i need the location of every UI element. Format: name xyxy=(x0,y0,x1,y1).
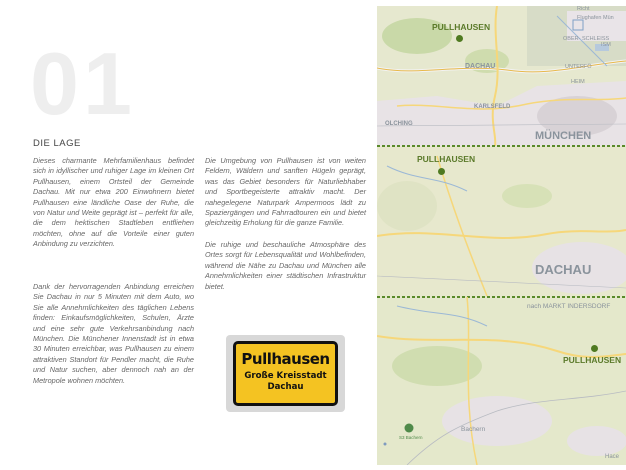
map-top-label-olching: OLCHING xyxy=(385,121,413,127)
section-heading: DIE LAGE xyxy=(33,138,81,149)
section-number: 01 xyxy=(30,34,136,133)
map-top-label-karlsfeld: KARLSFELD xyxy=(474,104,511,110)
map-middle-label-dachau: DACHAU xyxy=(535,262,592,277)
map-top-label-heim: HEIM xyxy=(571,79,585,85)
map-top-pin-label: PULLHAUSEN xyxy=(432,22,491,32)
paragraph-surroundings: Die Umgebung von Pullhausen ist von weiten Feldern, Wäldern und sanften Hügeln geprägt, was das Gebiet besonders für Naturliebhaber und Sportbegeisterte attraktiv macht. Der nahegelegene Naturpark Ampermoos lädt zu Spaziergängen und Fahrradtouren ein und bietet gleichzeitig Erholung für die ganze Familie. xyxy=(205,156,366,228)
map-background xyxy=(377,6,626,465)
map-top-label-unterfoehring: UNTERFÖ xyxy=(565,64,592,70)
town-sign-image xyxy=(226,335,345,412)
map-top-label-ism: ISM xyxy=(601,42,611,48)
map-bottom-pin-icon xyxy=(591,345,598,352)
map-middle-label-route: nach MARKT INDERSDORF xyxy=(527,303,611,310)
sign-district: Dachau xyxy=(267,382,304,392)
sign-subtitle: Große Kreisstadt xyxy=(244,371,327,381)
location-maps xyxy=(377,6,626,465)
map-top-pin-icon xyxy=(456,35,463,42)
town-sign-plate xyxy=(233,341,338,406)
sign-town-name: Pullhausen xyxy=(241,350,330,368)
map-bottom-label-hace: Hace xyxy=(605,454,620,460)
map-bottom-pin-label: PULLHAUSEN xyxy=(563,355,622,365)
map-middle-pin-label: PULLHAUSEN xyxy=(417,154,476,164)
map-middle-pin-icon xyxy=(438,168,445,175)
map-bottom-label-bachern: Bachern xyxy=(461,426,486,433)
paragraph-location-intro: Dieses charmante Mehrfamilienhaus befindet sich in idyllischer und ruhiger Lage im kleinen Ort Pullhausen, einem Ortsteil der Gemeinde Dachau. Mit nur etwa 200 Einwohnern bietet Pullhausen eine ländliche Oase der Ruhe, die von Natur und Weite geprägt ist – perfekt für alle, die dem hektischen Stadtleben entfliehen möchten, ohne auf die Vorteile einer guten Anbindung zu verzichten. xyxy=(33,156,194,249)
map-bottom-label-station: S3 Bachern xyxy=(399,435,423,440)
map-top-label-dachau: DACHAU xyxy=(465,63,496,70)
map-top-label-muenchen: MÜNCHEN xyxy=(535,130,592,142)
map-top-label-flughafen: Flughafen Mün xyxy=(577,15,614,21)
paragraph-connections: Dank der hervorragenden Anbindung erreichen Sie Dachau in nur 5 Minuten mit dem Auto, wo Sie alle Annehmlichkeiten des täglichen Lebens finden: Einkaufsmöglichkeiten, Schulen, Ärzte und eine sehr gute Verkehrsanbindung nach München. Die Münchener Innenstadt ist in etwa 30 Minuten erreichbar, was Pullhausen zu einem attraktiven Standort für Pendler macht, die Ruhe und Natur suchen, aber dennoch nah an der Metropole wohnen möchten. xyxy=(33,282,194,385)
paragraph-atmosphere: Die ruhige und beschauliche Atmosphäre des Ortes sorgt für Lebensqualität und Wohlbefinden, während die Nähe zu Dachau und München alle Annehmlichkeiten einer städtischen Infrastruktur bietet. xyxy=(205,240,366,291)
map-top-label-richt: Richt xyxy=(577,6,590,12)
map-top-label-oberschleiss: OBER- SCHLEISS xyxy=(563,36,610,42)
